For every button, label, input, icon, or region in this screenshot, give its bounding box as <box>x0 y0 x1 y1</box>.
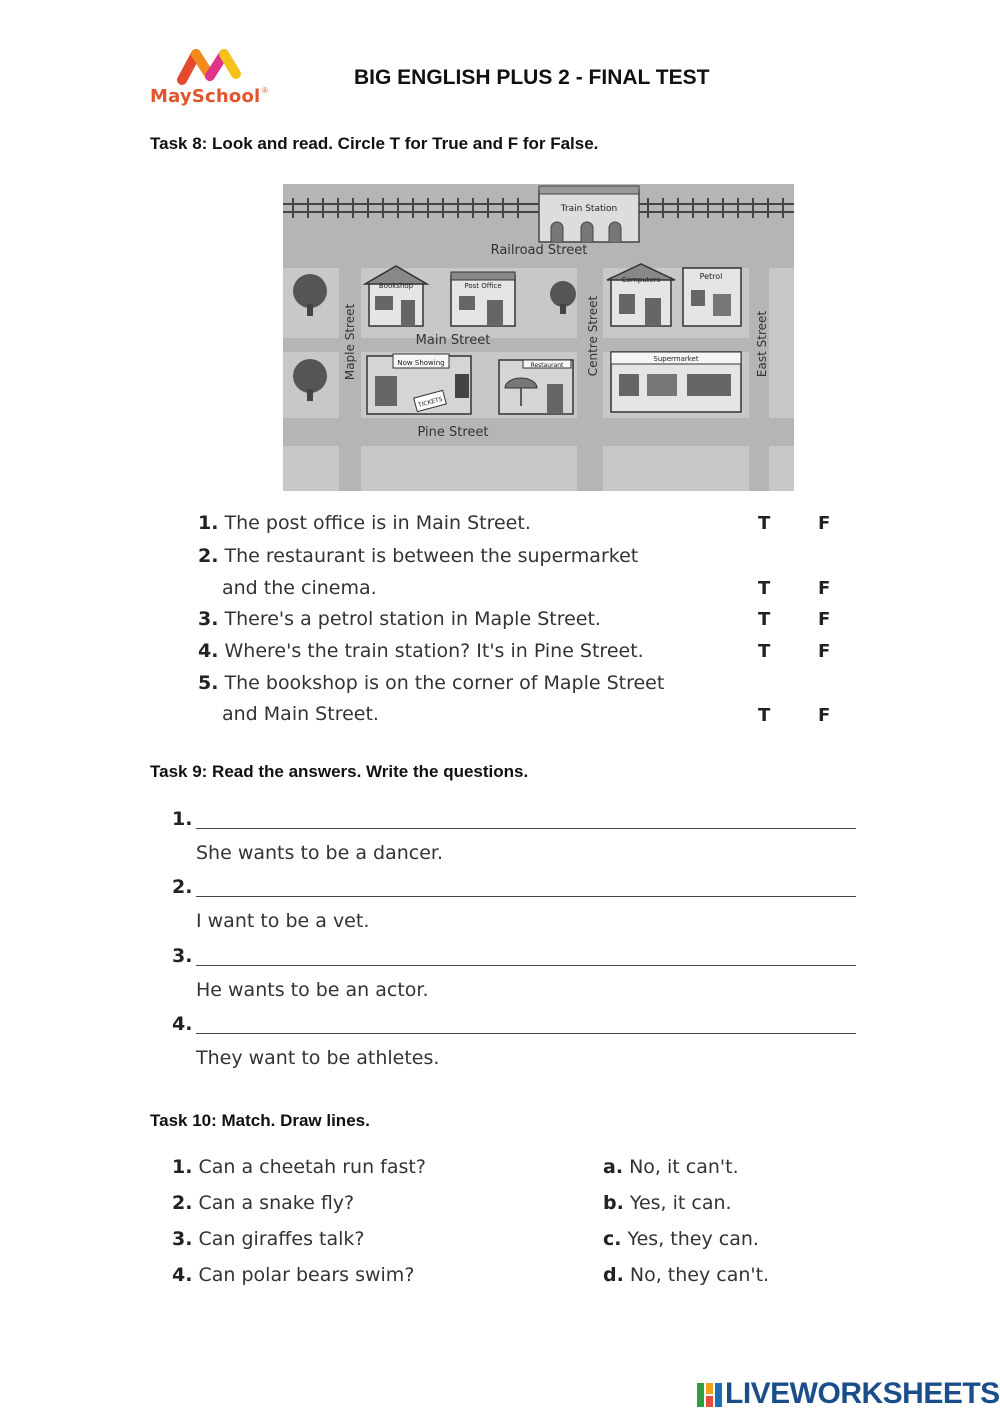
logo-text: MaySchool <box>150 86 261 107</box>
question-input-4[interactable] <box>196 1033 856 1034</box>
item-letter: c. <box>603 1228 622 1250</box>
match-question-3[interactable] <box>172 1228 364 1250</box>
logo-registered-mark: ® <box>262 86 268 95</box>
map-label-petrol: Petrol <box>699 272 723 281</box>
task8-item-3 <box>198 608 601 630</box>
town-map <box>283 184 794 491</box>
map-label-centre-street: Centre Street <box>586 295 600 377</box>
match-answer-b[interactable] <box>603 1192 732 1214</box>
item-number: 1. <box>172 1156 193 1178</box>
task8-item-5 <box>198 672 664 694</box>
answer-text: Yes, it can. <box>629 1192 732 1214</box>
task8-heading: Task 8: Look and read. Circle T for True and F for False. <box>150 134 599 153</box>
match-question-1[interactable] <box>172 1156 426 1178</box>
match-question-2[interactable] <box>172 1192 354 1214</box>
task8-item-1 <box>198 512 531 534</box>
map-label-train-station: Train Station <box>560 204 618 214</box>
answer-text: He wants to be an actor. <box>196 979 429 1001</box>
answer-text: I want to be a vet. <box>196 910 370 932</box>
question-input-3[interactable] <box>196 965 856 966</box>
map-label-restaurant: Restaurant <box>530 362 564 369</box>
statement-text: There's a petrol station in Maple Street. <box>224 608 601 630</box>
map-label-computers: Computers <box>621 276 661 284</box>
false-option-4[interactable]: F <box>818 641 831 662</box>
post-office-building <box>451 272 515 326</box>
answer-text: They want to be athletes. <box>196 1047 440 1069</box>
statement-text: The restaurant is between the supermarket <box>224 545 639 567</box>
map-label-maple-street: Maple Street <box>343 303 357 381</box>
match-answer-a[interactable] <box>603 1156 739 1178</box>
answer-text: She wants to be a dancer. <box>196 842 444 864</box>
statement-text: Where's the train station? It's in Pine Street. <box>224 640 644 662</box>
mayschool-logo <box>150 46 270 116</box>
answer-text: Yes, they can. <box>627 1228 759 1250</box>
statement-text: The post office is in Main Street. <box>224 512 531 534</box>
question-number: 4. <box>172 1013 193 1035</box>
map-label-pine-street: Pine Street <box>417 425 489 440</box>
task8-item-4 <box>198 640 644 662</box>
item-number: 4. <box>172 1264 193 1286</box>
true-option-4[interactable]: T <box>758 641 771 662</box>
map-label-supermarket: Supermarket <box>653 355 699 363</box>
map-label-tickets: TICKETS <box>417 395 444 410</box>
question-text: Can a cheetah run fast? <box>198 1156 426 1178</box>
item-number: 2. <box>172 1192 193 1214</box>
statement-text-continued: and the cinema. <box>222 577 377 599</box>
task9-heading: Task 9: Read the answers. Write the questions. <box>150 762 529 781</box>
statement-text: The bookshop is on the corner of Maple Street <box>224 672 665 694</box>
question-number: 1. <box>172 808 193 830</box>
question-number: 2. <box>172 876 193 898</box>
train-station-building <box>539 186 639 242</box>
question-text: Can giraffes talk? <box>198 1228 365 1250</box>
mayschool-logo-mark <box>176 46 246 86</box>
false-option-1[interactable]: F <box>818 513 831 534</box>
item-number: 4. <box>198 640 219 662</box>
item-letter: a. <box>603 1156 624 1178</box>
true-option-2[interactable]: T <box>758 578 771 599</box>
item-number: 2. <box>198 545 219 567</box>
statement-text-continued: and Main Street. <box>222 703 379 725</box>
question-number: 3. <box>172 945 193 967</box>
task10-heading: Task 10: Match. Draw lines. <box>150 1111 370 1130</box>
item-letter: b. <box>603 1192 624 1214</box>
true-option-1[interactable]: T <box>758 513 771 534</box>
liveworksheets-brand <box>697 1377 1000 1411</box>
true-option-5[interactable]: T <box>758 705 771 726</box>
answer-text: No, it can't. <box>629 1156 739 1178</box>
match-answer-d[interactable] <box>603 1264 769 1286</box>
item-number: 3. <box>198 608 219 630</box>
question-text: Can polar bears swim? <box>198 1264 415 1286</box>
map-label-bookshop: Bookshop <box>378 282 414 290</box>
question-text: Can a snake fly? <box>198 1192 355 1214</box>
match-answer-c[interactable] <box>603 1228 759 1250</box>
liveworksheets-text: LIVEWORKSHEETS <box>725 1377 1000 1410</box>
liveworksheets-logo-icon <box>697 1383 723 1407</box>
false-option-5[interactable]: F <box>818 705 831 726</box>
map-label-post-office: Post Office <box>464 282 502 290</box>
task8-item-2 <box>198 545 638 567</box>
map-label-now-showing: Now Showing <box>397 359 445 367</box>
map-label-east-street: East Street <box>755 310 769 378</box>
map-label-main-street: Main Street <box>415 333 491 348</box>
item-number: 5. <box>198 672 219 694</box>
item-number: 3. <box>172 1228 193 1250</box>
item-number: 1. <box>198 512 219 534</box>
page-title: BIG ENGLISH PLUS 2 - FINAL TEST <box>354 66 710 89</box>
answer-text: No, they can't. <box>629 1264 770 1286</box>
item-letter: d. <box>603 1264 624 1286</box>
false-option-3[interactable]: F <box>818 609 831 630</box>
map-label-railroad-street: Railroad Street <box>490 243 588 258</box>
false-option-2[interactable]: F <box>818 578 831 599</box>
match-question-4[interactable] <box>172 1264 414 1286</box>
question-input-1[interactable] <box>196 828 856 829</box>
question-input-2[interactable] <box>196 896 856 897</box>
true-option-3[interactable]: T <box>758 609 771 630</box>
